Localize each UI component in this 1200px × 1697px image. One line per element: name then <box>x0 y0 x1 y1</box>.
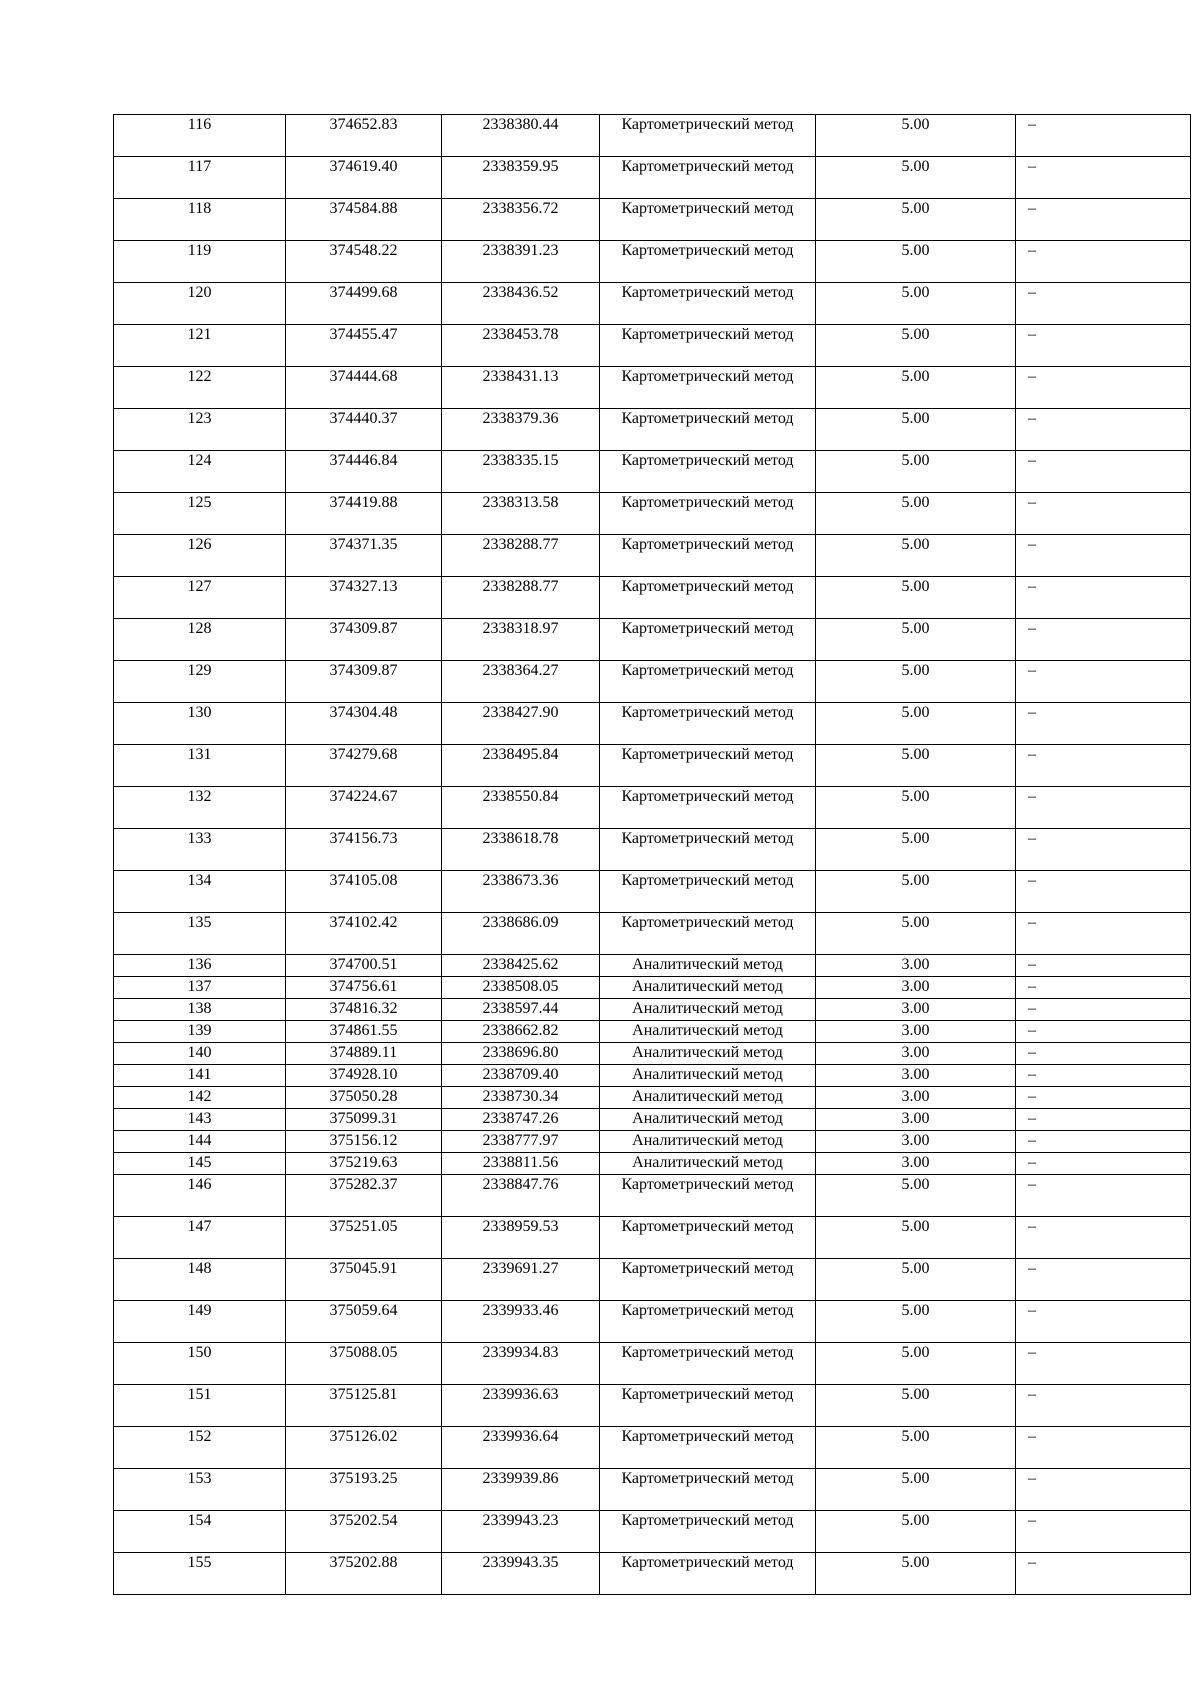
y-coordinate-cell: 2339934.83 <box>442 1343 600 1385</box>
method-cell: Картометрический метод <box>600 1217 816 1259</box>
table-row <box>114 619 1191 661</box>
accuracy-cell: 3.00 <box>816 977 1016 999</box>
accuracy-cell: 3.00 <box>816 1021 1016 1043</box>
point-number-cell: 139 <box>114 1021 286 1043</box>
y-coordinate-cell: 2338313.58 <box>442 493 600 535</box>
method-cell: Картометрический метод <box>600 829 816 871</box>
table-row <box>114 157 1191 199</box>
point-number-cell: 137 <box>114 977 286 999</box>
table-row <box>114 1427 1191 1469</box>
accuracy-cell: 5.00 <box>816 619 1016 661</box>
note-cell: – <box>1016 1109 1191 1131</box>
table-row <box>114 787 1191 829</box>
point-number-cell: 132 <box>114 787 286 829</box>
y-coordinate-cell: 2338811.56 <box>442 1153 600 1175</box>
y-coordinate-cell: 2338730.34 <box>442 1087 600 1109</box>
note-cell: – <box>1016 283 1191 325</box>
x-coordinate-cell: 374756.61 <box>286 977 442 999</box>
table-row <box>114 451 1191 493</box>
note-cell: – <box>1016 999 1191 1021</box>
point-number-cell: 118 <box>114 199 286 241</box>
y-coordinate-cell: 2338335.15 <box>442 451 600 493</box>
method-cell: Аналитический метод <box>600 955 816 977</box>
table-row <box>114 913 1191 955</box>
note-cell: – <box>1016 1259 1191 1301</box>
x-coordinate-cell: 374105.08 <box>286 871 442 913</box>
note-cell: – <box>1016 1021 1191 1043</box>
x-coordinate-cell: 374304.48 <box>286 703 442 745</box>
point-number-cell: 147 <box>114 1217 286 1259</box>
table-row <box>114 1153 1191 1175</box>
method-cell: Картометрический метод <box>600 1511 816 1553</box>
x-coordinate-cell: 375088.05 <box>286 1343 442 1385</box>
point-number-cell: 136 <box>114 955 286 977</box>
x-coordinate-cell: 374652.83 <box>286 115 442 157</box>
method-cell: Картометрический метод <box>600 451 816 493</box>
x-coordinate-cell: 374548.22 <box>286 241 442 283</box>
point-number-cell: 138 <box>114 999 286 1021</box>
x-coordinate-cell: 375251.05 <box>286 1217 442 1259</box>
accuracy-cell: 5.00 <box>816 1385 1016 1427</box>
y-coordinate-cell: 2338495.84 <box>442 745 600 787</box>
point-number-cell: 144 <box>114 1131 286 1153</box>
y-coordinate-cell: 2338709.40 <box>442 1065 600 1087</box>
table-row <box>114 1131 1191 1153</box>
point-number-cell: 152 <box>114 1427 286 1469</box>
note-cell: – <box>1016 703 1191 745</box>
method-cell: Картометрический метод <box>600 1427 816 1469</box>
y-coordinate-cell: 2338747.26 <box>442 1109 600 1131</box>
y-coordinate-cell: 2339936.63 <box>442 1385 600 1427</box>
accuracy-cell: 5.00 <box>816 577 1016 619</box>
y-coordinate-cell: 2338425.62 <box>442 955 600 977</box>
table-row <box>114 1553 1191 1595</box>
x-coordinate-cell: 375202.54 <box>286 1511 442 1553</box>
method-cell: Картометрический метод <box>600 1259 816 1301</box>
point-number-cell: 120 <box>114 283 286 325</box>
coordinates-table <box>113 114 1191 1595</box>
accuracy-cell: 5.00 <box>816 367 1016 409</box>
x-coordinate-cell: 374584.88 <box>286 199 442 241</box>
method-cell: Картометрический метод <box>600 1385 816 1427</box>
note-cell: – <box>1016 787 1191 829</box>
y-coordinate-cell: 2339943.35 <box>442 1553 600 1595</box>
x-coordinate-cell: 374309.87 <box>286 661 442 703</box>
y-coordinate-cell: 2338777.97 <box>442 1131 600 1153</box>
table-row <box>114 1065 1191 1087</box>
x-coordinate-cell: 375282.37 <box>286 1175 442 1217</box>
table-row <box>114 1021 1191 1043</box>
method-cell: Картометрический метод <box>600 1553 816 1595</box>
table-row <box>114 1385 1191 1427</box>
accuracy-cell: 5.00 <box>816 1343 1016 1385</box>
accuracy-cell: 5.00 <box>816 1175 1016 1217</box>
table-row <box>114 1259 1191 1301</box>
point-number-cell: 128 <box>114 619 286 661</box>
note-cell: – <box>1016 1469 1191 1511</box>
table-row <box>114 283 1191 325</box>
y-coordinate-cell: 2338686.09 <box>442 913 600 955</box>
x-coordinate-cell: 374440.37 <box>286 409 442 451</box>
y-coordinate-cell: 2338618.78 <box>442 829 600 871</box>
method-cell: Картометрический метод <box>600 913 816 955</box>
y-coordinate-cell: 2339691.27 <box>442 1259 600 1301</box>
note-cell: – <box>1016 1065 1191 1087</box>
x-coordinate-cell: 375193.25 <box>286 1469 442 1511</box>
x-coordinate-cell: 374499.68 <box>286 283 442 325</box>
y-coordinate-cell: 2339933.46 <box>442 1301 600 1343</box>
table-row <box>114 1301 1191 1343</box>
method-cell: Картометрический метод <box>600 241 816 283</box>
note-cell: – <box>1016 409 1191 451</box>
y-coordinate-cell: 2338847.76 <box>442 1175 600 1217</box>
x-coordinate-cell: 374444.68 <box>286 367 442 409</box>
table-row <box>114 955 1191 977</box>
method-cell: Картометрический метод <box>600 535 816 577</box>
y-coordinate-cell: 2339943.23 <box>442 1511 600 1553</box>
method-cell: Картометрический метод <box>600 1301 816 1343</box>
y-coordinate-cell: 2339939.86 <box>442 1469 600 1511</box>
note-cell: – <box>1016 1131 1191 1153</box>
y-coordinate-cell: 2338436.52 <box>442 283 600 325</box>
note-cell: – <box>1016 157 1191 199</box>
x-coordinate-cell: 374700.51 <box>286 955 442 977</box>
table-row <box>114 535 1191 577</box>
y-coordinate-cell: 2338379.36 <box>442 409 600 451</box>
note-cell: – <box>1016 1427 1191 1469</box>
point-number-cell: 146 <box>114 1175 286 1217</box>
point-number-cell: 122 <box>114 367 286 409</box>
point-number-cell: 116 <box>114 115 286 157</box>
point-number-cell: 142 <box>114 1087 286 1109</box>
y-coordinate-cell: 2338318.97 <box>442 619 600 661</box>
note-cell: – <box>1016 1385 1191 1427</box>
note-cell: – <box>1016 367 1191 409</box>
accuracy-cell: 5.00 <box>816 451 1016 493</box>
accuracy-cell: 3.00 <box>816 1109 1016 1131</box>
table-row <box>114 493 1191 535</box>
accuracy-cell: 5.00 <box>816 157 1016 199</box>
x-coordinate-cell: 374928.10 <box>286 1065 442 1087</box>
note-cell: – <box>1016 661 1191 703</box>
note-cell: – <box>1016 619 1191 661</box>
method-cell: Картометрический метод <box>600 409 816 451</box>
method-cell: Аналитический метод <box>600 977 816 999</box>
accuracy-cell: 5.00 <box>816 787 1016 829</box>
y-coordinate-cell: 2338453.78 <box>442 325 600 367</box>
accuracy-cell: 5.00 <box>816 913 1016 955</box>
accuracy-cell: 3.00 <box>816 999 1016 1021</box>
x-coordinate-cell: 375099.31 <box>286 1109 442 1131</box>
point-number-cell: 129 <box>114 661 286 703</box>
y-coordinate-cell: 2338662.82 <box>442 1021 600 1043</box>
point-number-cell: 155 <box>114 1553 286 1595</box>
table-row <box>114 999 1191 1021</box>
point-number-cell: 121 <box>114 325 286 367</box>
table-row <box>114 871 1191 913</box>
note-cell: – <box>1016 1175 1191 1217</box>
x-coordinate-cell: 375059.64 <box>286 1301 442 1343</box>
accuracy-cell: 3.00 <box>816 1087 1016 1109</box>
note-cell: – <box>1016 1343 1191 1385</box>
accuracy-cell: 5.00 <box>816 1301 1016 1343</box>
method-cell: Картометрический метод <box>600 493 816 535</box>
accuracy-cell: 5.00 <box>816 703 1016 745</box>
note-cell: – <box>1016 493 1191 535</box>
table-row <box>114 241 1191 283</box>
method-cell: Аналитический метод <box>600 1087 816 1109</box>
point-number-cell: 149 <box>114 1301 286 1343</box>
y-coordinate-cell: 2338431.13 <box>442 367 600 409</box>
point-number-cell: 119 <box>114 241 286 283</box>
y-coordinate-cell: 2338508.05 <box>442 977 600 999</box>
y-coordinate-cell: 2338288.77 <box>442 577 600 619</box>
note-cell: – <box>1016 871 1191 913</box>
note-cell: – <box>1016 325 1191 367</box>
note-cell: – <box>1016 535 1191 577</box>
table-row <box>114 1343 1191 1385</box>
accuracy-cell: 3.00 <box>816 1043 1016 1065</box>
x-coordinate-cell: 374619.40 <box>286 157 442 199</box>
method-cell: Аналитический метод <box>600 1109 816 1131</box>
y-coordinate-cell: 2338380.44 <box>442 115 600 157</box>
table-row <box>114 1175 1191 1217</box>
accuracy-cell: 5.00 <box>816 325 1016 367</box>
y-coordinate-cell: 2338696.80 <box>442 1043 600 1065</box>
point-number-cell: 126 <box>114 535 286 577</box>
y-coordinate-cell: 2338364.27 <box>442 661 600 703</box>
method-cell: Аналитический метод <box>600 1021 816 1043</box>
table-row <box>114 977 1191 999</box>
accuracy-cell: 5.00 <box>816 661 1016 703</box>
point-number-cell: 117 <box>114 157 286 199</box>
x-coordinate-cell: 375050.28 <box>286 1087 442 1109</box>
method-cell: Аналитический метод <box>600 999 816 1021</box>
y-coordinate-cell: 2338427.90 <box>442 703 600 745</box>
method-cell: Картометрический метод <box>600 367 816 409</box>
point-number-cell: 131 <box>114 745 286 787</box>
x-coordinate-cell: 374419.88 <box>286 493 442 535</box>
method-cell: Картометрический метод <box>600 871 816 913</box>
method-cell: Картометрический метод <box>600 115 816 157</box>
x-coordinate-cell: 374816.32 <box>286 999 442 1021</box>
table-row <box>114 661 1191 703</box>
accuracy-cell: 3.00 <box>816 1153 1016 1175</box>
accuracy-cell: 5.00 <box>816 409 1016 451</box>
method-cell: Картометрический метод <box>600 325 816 367</box>
point-number-cell: 127 <box>114 577 286 619</box>
y-coordinate-cell: 2338356.72 <box>442 199 600 241</box>
table-row <box>114 199 1191 241</box>
y-coordinate-cell: 2338359.95 <box>442 157 600 199</box>
note-cell: – <box>1016 829 1191 871</box>
accuracy-cell: 5.00 <box>816 745 1016 787</box>
accuracy-cell: 5.00 <box>816 1511 1016 1553</box>
point-number-cell: 143 <box>114 1109 286 1131</box>
method-cell: Картометрический метод <box>600 1175 816 1217</box>
note-cell: – <box>1016 577 1191 619</box>
point-number-cell: 145 <box>114 1153 286 1175</box>
method-cell: Картометрический метод <box>600 1343 816 1385</box>
method-cell: Картометрический метод <box>600 661 816 703</box>
method-cell: Картометрический метод <box>600 619 816 661</box>
point-number-cell: 150 <box>114 1343 286 1385</box>
table-row <box>114 1217 1191 1259</box>
method-cell: Картометрический метод <box>600 745 816 787</box>
note-cell: – <box>1016 199 1191 241</box>
note-cell: – <box>1016 451 1191 493</box>
accuracy-cell: 5.00 <box>816 1259 1016 1301</box>
table-row <box>114 115 1191 157</box>
method-cell: Картометрический метод <box>600 787 816 829</box>
accuracy-cell: 5.00 <box>816 1553 1016 1595</box>
table-row <box>114 409 1191 451</box>
accuracy-cell: 5.00 <box>816 115 1016 157</box>
method-cell: Картометрический метод <box>600 199 816 241</box>
y-coordinate-cell: 2338391.23 <box>442 241 600 283</box>
x-coordinate-cell: 374156.73 <box>286 829 442 871</box>
note-cell: – <box>1016 115 1191 157</box>
note-cell: – <box>1016 1301 1191 1343</box>
x-coordinate-cell: 374102.42 <box>286 913 442 955</box>
point-number-cell: 123 <box>114 409 286 451</box>
accuracy-cell: 5.00 <box>816 1217 1016 1259</box>
point-number-cell: 124 <box>114 451 286 493</box>
method-cell: Картометрический метод <box>600 283 816 325</box>
x-coordinate-cell: 374889.11 <box>286 1043 442 1065</box>
accuracy-cell: 5.00 <box>816 535 1016 577</box>
accuracy-cell: 3.00 <box>816 1131 1016 1153</box>
table-row <box>114 1043 1191 1065</box>
note-cell: – <box>1016 1217 1191 1259</box>
point-number-cell: 148 <box>114 1259 286 1301</box>
x-coordinate-cell: 375202.88 <box>286 1553 442 1595</box>
note-cell: – <box>1016 745 1191 787</box>
method-cell: Картометрический метод <box>600 577 816 619</box>
table-row <box>114 367 1191 409</box>
method-cell: Аналитический метод <box>600 1153 816 1175</box>
x-coordinate-cell: 374309.87 <box>286 619 442 661</box>
y-coordinate-cell: 2338550.84 <box>442 787 600 829</box>
y-coordinate-cell: 2338959.53 <box>442 1217 600 1259</box>
y-coordinate-cell: 2338673.36 <box>442 871 600 913</box>
x-coordinate-cell: 375045.91 <box>286 1259 442 1301</box>
method-cell: Аналитический метод <box>600 1131 816 1153</box>
note-cell: – <box>1016 955 1191 977</box>
x-coordinate-cell: 374371.35 <box>286 535 442 577</box>
accuracy-cell: 5.00 <box>816 1469 1016 1511</box>
note-cell: – <box>1016 913 1191 955</box>
note-cell: – <box>1016 977 1191 999</box>
point-number-cell: 125 <box>114 493 286 535</box>
accuracy-cell: 3.00 <box>816 955 1016 977</box>
table-body <box>114 115 1191 1595</box>
method-cell: Картометрический метод <box>600 157 816 199</box>
accuracy-cell: 5.00 <box>816 241 1016 283</box>
table-row <box>114 1469 1191 1511</box>
x-coordinate-cell: 374224.67 <box>286 787 442 829</box>
point-number-cell: 151 <box>114 1385 286 1427</box>
table-row <box>114 829 1191 871</box>
point-number-cell: 141 <box>114 1065 286 1087</box>
x-coordinate-cell: 374861.55 <box>286 1021 442 1043</box>
point-number-cell: 140 <box>114 1043 286 1065</box>
accuracy-cell: 5.00 <box>816 493 1016 535</box>
point-number-cell: 134 <box>114 871 286 913</box>
x-coordinate-cell: 374327.13 <box>286 577 442 619</box>
point-number-cell: 153 <box>114 1469 286 1511</box>
note-cell: – <box>1016 1153 1191 1175</box>
method-cell: Картометрический метод <box>600 1469 816 1511</box>
y-coordinate-cell: 2338288.77 <box>442 535 600 577</box>
note-cell: – <box>1016 241 1191 283</box>
table-row <box>114 1109 1191 1131</box>
note-cell: – <box>1016 1043 1191 1065</box>
accuracy-cell: 3.00 <box>816 1065 1016 1087</box>
method-cell: Аналитический метод <box>600 1043 816 1065</box>
point-number-cell: 154 <box>114 1511 286 1553</box>
y-coordinate-cell: 2339936.64 <box>442 1427 600 1469</box>
table-row <box>114 325 1191 367</box>
method-cell: Картометрический метод <box>600 703 816 745</box>
accuracy-cell: 5.00 <box>816 829 1016 871</box>
x-coordinate-cell: 375156.12 <box>286 1131 442 1153</box>
x-coordinate-cell: 375126.02 <box>286 1427 442 1469</box>
accuracy-cell: 5.00 <box>816 199 1016 241</box>
accuracy-cell: 5.00 <box>816 1427 1016 1469</box>
point-number-cell: 135 <box>114 913 286 955</box>
table-row <box>114 577 1191 619</box>
table-row <box>114 1087 1191 1109</box>
note-cell: – <box>1016 1553 1191 1595</box>
note-cell: – <box>1016 1087 1191 1109</box>
table-row <box>114 745 1191 787</box>
x-coordinate-cell: 375219.63 <box>286 1153 442 1175</box>
accuracy-cell: 5.00 <box>816 871 1016 913</box>
point-number-cell: 130 <box>114 703 286 745</box>
table-row <box>114 1511 1191 1553</box>
point-number-cell: 133 <box>114 829 286 871</box>
x-coordinate-cell: 374279.68 <box>286 745 442 787</box>
x-coordinate-cell: 375125.81 <box>286 1385 442 1427</box>
accuracy-cell: 5.00 <box>816 283 1016 325</box>
x-coordinate-cell: 374455.47 <box>286 325 442 367</box>
note-cell: – <box>1016 1511 1191 1553</box>
table-row <box>114 703 1191 745</box>
y-coordinate-cell: 2338597.44 <box>442 999 600 1021</box>
method-cell: Аналитический метод <box>600 1065 816 1087</box>
x-coordinate-cell: 374446.84 <box>286 451 442 493</box>
